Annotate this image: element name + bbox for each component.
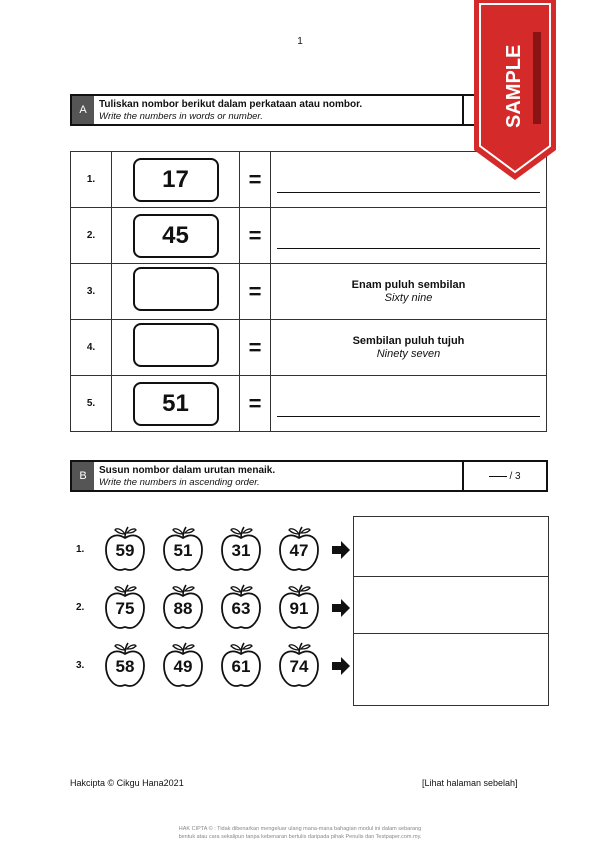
section-a-letter: A xyxy=(72,96,94,124)
equals-sign: = xyxy=(240,264,271,320)
section-b-header xyxy=(70,460,548,492)
apple-number: 31 xyxy=(219,524,263,572)
answer-line-cell[interactable] xyxy=(271,208,547,264)
apple-number: 47 xyxy=(277,524,321,572)
apple-number: 61 xyxy=(219,640,263,688)
equals-sign: = xyxy=(240,320,271,376)
question-number: 1. xyxy=(76,544,85,555)
footer-next-page: [Lihat halaman sebelah] xyxy=(422,778,518,788)
section-b-title-en: Write the numbers in ascending order. xyxy=(99,477,260,488)
question-number: 1. xyxy=(71,152,112,208)
number-box-cell xyxy=(112,208,240,264)
question-row xyxy=(71,264,547,320)
apple-number: 75 xyxy=(103,582,147,630)
section-a-title-ms: Tuliskan nombor berikut dalam perkataan atau nombor. xyxy=(99,99,363,110)
page-number: 1 xyxy=(297,36,303,47)
section-b-title-ms: Susun nombor dalam urutan menaik. xyxy=(99,465,276,476)
number-box: 17 xyxy=(133,158,219,202)
answer-line-cell[interactable] xyxy=(271,376,547,432)
apple-number: 63 xyxy=(219,582,263,630)
footer-copyright: Hakcipta © Cikgu Hana2021 xyxy=(70,778,184,788)
apple-number: 58 xyxy=(103,640,147,688)
number-box[interactable] xyxy=(133,323,219,367)
number-box: 45 xyxy=(133,214,219,258)
apple-number: 49 xyxy=(161,640,205,688)
question-number: 2. xyxy=(76,602,85,613)
number-box[interactable] xyxy=(133,267,219,311)
answer-words: Sembilan puluh tujuh Ninety seven xyxy=(271,320,547,376)
equals-sign: = xyxy=(240,208,271,264)
apple-number: 59 xyxy=(103,524,147,572)
question-number: 5. xyxy=(71,376,112,432)
arrow-right-icon xyxy=(331,656,351,676)
arrow-right-icon xyxy=(331,540,351,560)
answer-box-3[interactable] xyxy=(353,633,549,706)
answer-words: Enam puluh sembilan Sixty nine xyxy=(271,264,547,320)
number-box-cell xyxy=(112,264,240,320)
arrow-right-icon xyxy=(331,598,351,618)
section-b-score: / 3 xyxy=(462,462,546,490)
question-row xyxy=(71,320,547,376)
question-number: 3. xyxy=(76,660,85,671)
section-b-letter: B xyxy=(72,462,94,490)
number-box-cell xyxy=(112,152,240,208)
apple-number: 51 xyxy=(161,524,205,572)
sample-label: SAMPLE xyxy=(503,44,525,128)
question-row xyxy=(71,208,547,264)
section-a-title-en: Write the numbers in words or number. xyxy=(99,111,263,122)
number-box-cell xyxy=(112,320,240,376)
apple-number: 91 xyxy=(277,582,321,630)
answer-box-1[interactable] xyxy=(353,516,549,577)
section-a-table xyxy=(70,151,547,432)
answer-box-2[interactable] xyxy=(353,576,549,634)
question-row xyxy=(71,376,547,432)
question-number: 4. xyxy=(71,320,112,376)
question-number: 2. xyxy=(71,208,112,264)
copyright-notice: HAK CIPTA © : Tidak dibenarkan mengeluar ulang mana-mana bahagian modul ini dalam sebarang bentuk atau cara sekalipun tanpa kebenaran bertulis daripada pihak Penulis dan Testpaper.com.my. xyxy=(178,826,422,840)
number-box-cell xyxy=(112,376,240,432)
apple-number: 74 xyxy=(277,640,321,688)
question-number: 3. xyxy=(71,264,112,320)
equals-sign: = xyxy=(240,376,271,432)
equals-sign: = xyxy=(240,152,271,208)
answer-line[interactable] xyxy=(277,222,540,249)
number-box: 51 xyxy=(133,382,219,426)
apple-number: 88 xyxy=(161,582,205,630)
sample-ribbon xyxy=(474,0,556,180)
answer-line[interactable] xyxy=(277,390,540,417)
